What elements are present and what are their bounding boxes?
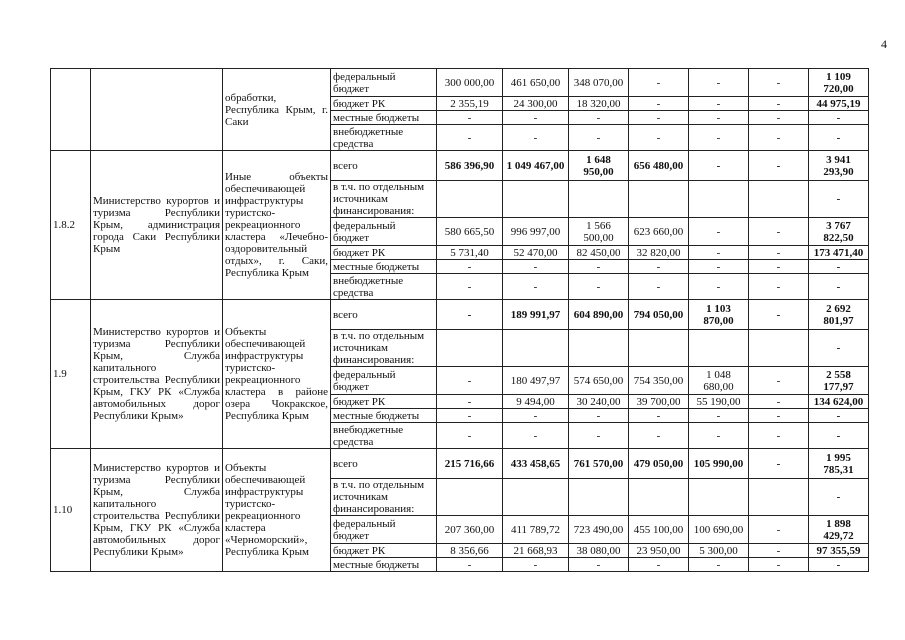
blank-cell (689, 330, 749, 367)
blank-cell (629, 479, 689, 516)
item-code-cell (51, 69, 91, 151)
fed-value-cell: 1 109 720,00 (809, 69, 869, 97)
empty-value-cell: - (749, 558, 809, 572)
source-local-label: местные бюджеты (331, 111, 437, 125)
total-value-cell: 215 716,66 (437, 449, 503, 479)
total-value-cell: 1 103 870,00 (689, 300, 749, 330)
fed-value-cell: - (437, 367, 503, 395)
fed-value-cell: 100 690,00 (689, 516, 749, 544)
rk-value-cell: - (689, 97, 749, 111)
blank-cell (503, 479, 569, 516)
blank-cell (503, 181, 569, 218)
source-rk-label: бюджет РК (331, 97, 437, 111)
executor-cell: Министерство курортов и туризма Республики Крым, Служба капитального строительства Республики Крым, ГКУ РК «Служба автомобильных дорог Республики Крым» (91, 300, 223, 449)
source-total-label: всего (331, 151, 437, 181)
empty-value-cell: - (629, 260, 689, 274)
source-local-label: местные бюджеты (331, 409, 437, 423)
blank-cell (689, 479, 749, 516)
empty-value-cell: - (437, 111, 503, 125)
total-value-cell: 761 570,00 (569, 449, 629, 479)
empty-value-cell: - (809, 181, 869, 218)
empty-value-cell: - (809, 558, 869, 572)
table-row (51, 151, 869, 181)
empty-value-cell: - (689, 558, 749, 572)
source-total-label: всего (331, 449, 437, 479)
empty-value-cell: - (689, 274, 749, 300)
total-value-cell: - (749, 300, 809, 330)
blank-cell (569, 330, 629, 367)
total-value-cell: 1 049 467,00 (503, 151, 569, 181)
blank-cell (437, 479, 503, 516)
empty-value-cell: - (809, 479, 869, 516)
fed-value-cell: 3 767 822,50 (809, 218, 869, 246)
fed-value-cell: - (749, 218, 809, 246)
executor-cell: Министерство курортов и туризма Республики Крым, администрация города Саки Республики Крым (91, 151, 223, 300)
fed-value-cell: 1 898 429,72 (809, 516, 869, 544)
total-value-cell: - (749, 449, 809, 479)
total-value-cell: 479 050,00 (629, 449, 689, 479)
empty-value-cell: - (437, 558, 503, 572)
empty-value-cell: - (629, 125, 689, 151)
rk-value-cell: 2 355,19 (437, 97, 503, 111)
rk-value-cell: 18 320,00 (569, 97, 629, 111)
source-local-label: местные бюджеты (331, 558, 437, 572)
fed-value-cell: 580 665,50 (437, 218, 503, 246)
blank-cell (569, 479, 629, 516)
empty-value-cell: - (689, 260, 749, 274)
empty-value-cell: - (749, 423, 809, 449)
fed-value-cell: 348 070,00 (569, 69, 629, 97)
empty-value-cell: - (503, 423, 569, 449)
rk-value-cell: - (437, 395, 503, 409)
rk-value-cell: 9 494,00 (503, 395, 569, 409)
source-rk-label: бюджет РК (331, 246, 437, 260)
empty-value-cell: - (437, 423, 503, 449)
total-value-cell: 433 458,65 (503, 449, 569, 479)
rk-value-cell: - (689, 246, 749, 260)
rk-value-cell: 23 950,00 (629, 544, 689, 558)
fed-value-cell: 574 650,00 (569, 367, 629, 395)
rk-value-cell: - (749, 246, 809, 260)
empty-value-cell: - (749, 111, 809, 125)
rk-value-cell: 32 820,00 (629, 246, 689, 260)
empty-value-cell: - (689, 409, 749, 423)
source-local-label: местные бюджеты (331, 260, 437, 274)
rk-value-cell: 82 450,00 (569, 246, 629, 260)
empty-value-cell: - (503, 125, 569, 151)
empty-value-cell: - (809, 409, 869, 423)
total-value-cell: 1 648 950,00 (569, 151, 629, 181)
fed-value-cell: - (629, 69, 689, 97)
fed-value-cell: 207 360,00 (437, 516, 503, 544)
object-description-cell: обработки, Республика Крым, г. Саки (223, 69, 331, 151)
empty-value-cell: - (689, 125, 749, 151)
rk-value-cell: 134 624,00 (809, 395, 869, 409)
table-row (51, 69, 869, 97)
rk-value-cell: 173 471,40 (809, 246, 869, 260)
blank-cell (689, 181, 749, 218)
rk-value-cell: 8 356,66 (437, 544, 503, 558)
rk-value-cell: 97 355,59 (809, 544, 869, 558)
rk-value-cell: 44 975,19 (809, 97, 869, 111)
empty-value-cell: - (749, 274, 809, 300)
empty-value-cell: - (569, 558, 629, 572)
empty-value-cell: - (809, 260, 869, 274)
fed-value-cell: 2 558 177,97 (809, 367, 869, 395)
blank-cell (503, 330, 569, 367)
rk-value-cell: - (749, 97, 809, 111)
fed-value-cell: 411 789,72 (503, 516, 569, 544)
source-extra-label: внебюджетные средства (331, 125, 437, 151)
total-value-cell: 189 991,97 (503, 300, 569, 330)
object-description-cell: Объекты обеспечивающей инфраструктуры туристско-рекреационного кластера в районе озера Чокракское, Республика Крым (223, 300, 331, 449)
executor-cell (91, 69, 223, 151)
fed-value-cell: 180 497,97 (503, 367, 569, 395)
empty-value-cell: - (503, 274, 569, 300)
total-value-cell: 1 995 785,31 (809, 449, 869, 479)
executor-cell: Министерство курортов и туризма Республики Крым, Служба капитального строительства Республики Крым, ГКУ РК «Служба автомобильных дорог Республики Крым» (91, 449, 223, 572)
empty-value-cell: - (749, 125, 809, 151)
total-value-cell: 604 890,00 (569, 300, 629, 330)
empty-value-cell: - (503, 260, 569, 274)
item-code-cell: 1.8.2 (51, 151, 91, 300)
empty-value-cell: - (809, 125, 869, 151)
empty-value-cell: - (749, 260, 809, 274)
item-code-cell: 1.10 (51, 449, 91, 572)
empty-value-cell: - (629, 111, 689, 125)
total-value-cell: 3 941 293,90 (809, 151, 869, 181)
empty-value-cell: - (437, 125, 503, 151)
rk-value-cell: 5 300,00 (689, 544, 749, 558)
source-fed-label: федеральный бюджет (331, 516, 437, 544)
rk-value-cell: - (629, 97, 689, 111)
rk-value-cell: 38 080,00 (569, 544, 629, 558)
total-value-cell: - (437, 300, 503, 330)
empty-value-cell: - (629, 558, 689, 572)
source-total-label: всего (331, 300, 437, 330)
object-description-cell: Объекты обеспечивающей инфраструктуры туристско-рекреационного кластера «Черноморский», Республика Крым (223, 449, 331, 572)
fed-value-cell: - (689, 218, 749, 246)
page-number: 4 (881, 37, 887, 51)
empty-value-cell: - (569, 111, 629, 125)
fed-value-cell: 300 000,00 (437, 69, 503, 97)
empty-value-cell: - (809, 274, 869, 300)
total-value-cell: - (689, 151, 749, 181)
fed-value-cell: - (749, 69, 809, 97)
fed-value-cell: 996 997,00 (503, 218, 569, 246)
fed-value-cell: - (749, 516, 809, 544)
blank-cell (437, 181, 503, 218)
table-row (51, 449, 869, 479)
empty-value-cell: - (437, 409, 503, 423)
fed-value-cell: 623 660,00 (629, 218, 689, 246)
total-value-cell: - (749, 151, 809, 181)
blank-cell (629, 330, 689, 367)
rk-value-cell: 30 240,00 (569, 395, 629, 409)
total-value-cell: 656 480,00 (629, 151, 689, 181)
empty-value-cell: - (809, 111, 869, 125)
fed-value-cell: - (749, 367, 809, 395)
total-value-cell: 2 692 801,97 (809, 300, 869, 330)
rk-value-cell: 21 668,93 (503, 544, 569, 558)
empty-value-cell: - (809, 330, 869, 367)
fed-value-cell: 461 650,00 (503, 69, 569, 97)
empty-value-cell: - (503, 111, 569, 125)
empty-value-cell: - (437, 274, 503, 300)
fed-value-cell: 1 566 500,00 (569, 218, 629, 246)
empty-value-cell: - (569, 260, 629, 274)
total-value-cell: 586 396,90 (437, 151, 503, 181)
rk-value-cell: - (749, 395, 809, 409)
fed-value-cell: 754 350,00 (629, 367, 689, 395)
fed-value-cell: 455 100,00 (629, 516, 689, 544)
empty-value-cell: - (569, 125, 629, 151)
fed-value-cell: - (689, 69, 749, 97)
blank-cell (749, 330, 809, 367)
empty-value-cell: - (689, 111, 749, 125)
empty-value-cell: - (437, 260, 503, 274)
empty-value-cell: - (569, 423, 629, 449)
rk-value-cell: 24 300,00 (503, 97, 569, 111)
source-extra-label: внебюджетные средства (331, 423, 437, 449)
source-extra-label: внебюджетные средства (331, 274, 437, 300)
fed-value-cell: 723 490,00 (569, 516, 629, 544)
rk-value-cell: 52 470,00 (503, 246, 569, 260)
empty-value-cell: - (749, 409, 809, 423)
empty-value-cell: - (629, 423, 689, 449)
budget-table (50, 68, 869, 572)
empty-value-cell: - (569, 409, 629, 423)
blank-cell (749, 479, 809, 516)
empty-value-cell: - (629, 409, 689, 423)
empty-value-cell: - (503, 409, 569, 423)
rk-value-cell: 39 700,00 (629, 395, 689, 409)
total-value-cell: 794 050,00 (629, 300, 689, 330)
empty-value-cell: - (689, 423, 749, 449)
blank-cell (569, 181, 629, 218)
source-incl-label: в т.ч. по отдельным источникам финансирования: (331, 330, 437, 367)
empty-value-cell: - (569, 274, 629, 300)
source-incl-label: в т.ч. по отдельным источникам финансирования: (331, 181, 437, 218)
rk-value-cell: 55 190,00 (689, 395, 749, 409)
empty-value-cell: - (629, 274, 689, 300)
source-rk-label: бюджет РК (331, 395, 437, 409)
rk-value-cell: 5 731,40 (437, 246, 503, 260)
blank-cell (749, 181, 809, 218)
empty-value-cell: - (503, 558, 569, 572)
source-fed-label: федеральный бюджет (331, 367, 437, 395)
item-code-cell: 1.9 (51, 300, 91, 449)
fed-value-cell: 1 048 680,00 (689, 367, 749, 395)
empty-value-cell: - (809, 423, 869, 449)
source-rk-label: бюджет РК (331, 544, 437, 558)
total-value-cell: 105 990,00 (689, 449, 749, 479)
table-row (51, 300, 869, 330)
source-incl-label: в т.ч. по отдельным источникам финансирования: (331, 479, 437, 516)
blank-cell (437, 330, 503, 367)
rk-value-cell: - (749, 544, 809, 558)
blank-cell (629, 181, 689, 218)
source-fed-label: федеральный бюджет (331, 69, 437, 97)
source-fed-label: федеральный бюджет (331, 218, 437, 246)
object-description-cell: Иные объекты обеспечивающей инфраструктуры туристско-рекреационного кластера «Лечебно-оздоровительный отдых», г. Саки, Республика Крым (223, 151, 331, 300)
